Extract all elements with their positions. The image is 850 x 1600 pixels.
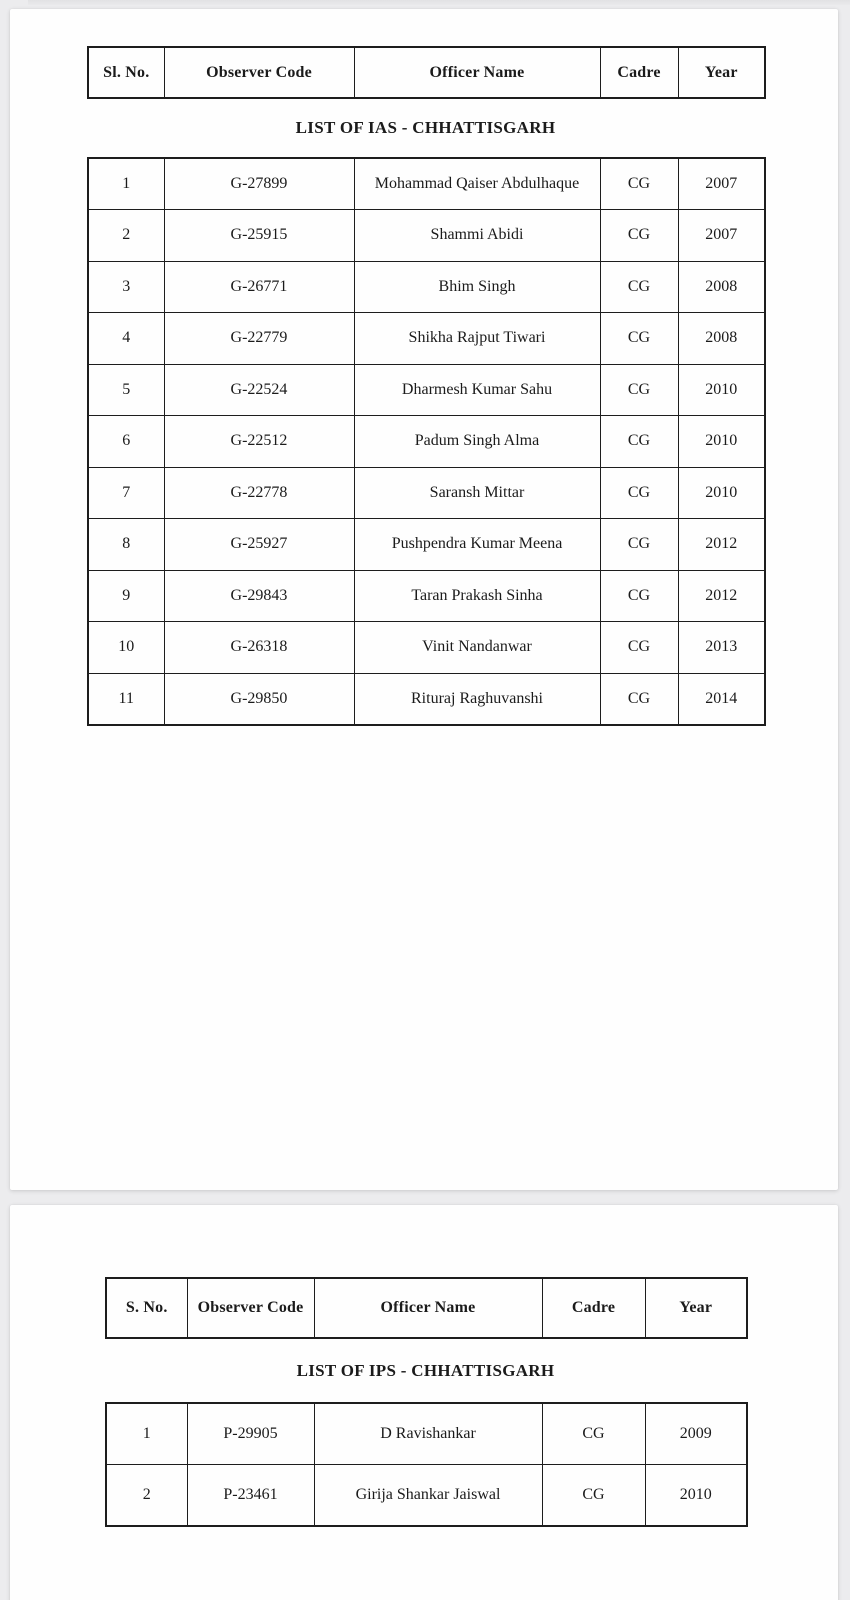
cadre-cell: CG — [600, 364, 678, 416]
year-cell: 2010 — [678, 467, 765, 519]
ips-column-header-table — [105, 1277, 748, 1339]
year-cell: 2008 — [678, 261, 765, 313]
ias-officers-table — [87, 157, 766, 726]
table-row — [106, 1403, 747, 1465]
document-page-ias — [10, 9, 838, 1190]
cadre-cell: CG — [542, 1465, 645, 1527]
sl-no-cell: 11 — [88, 673, 164, 725]
col-header-s-no: S. No. — [106, 1278, 187, 1338]
sl-no-cell: 8 — [88, 519, 164, 571]
officer-name-cell: Shikha Rajput Tiwari — [354, 313, 600, 365]
document-page-ips — [10, 1205, 838, 1600]
table-row — [88, 364, 765, 416]
officer-name-cell: D Ravishankar — [314, 1403, 542, 1465]
year-cell: 2010 — [678, 416, 765, 468]
cadre-cell: CG — [600, 519, 678, 571]
observer-code-cell: G-22779 — [164, 313, 354, 365]
year-cell: 2012 — [678, 519, 765, 571]
ias-column-header-table — [87, 46, 766, 99]
year-cell: 2007 — [678, 210, 765, 262]
sl-no-cell: 1 — [88, 158, 164, 210]
observer-code-cell: G-25927 — [164, 519, 354, 571]
col-header-cadre: Cadre — [600, 47, 678, 98]
table-row — [88, 210, 765, 262]
header-row — [106, 1278, 747, 1338]
table-row — [88, 467, 765, 519]
ips-list-title: LIST OF IPS - CHHATTISGARH — [296, 1361, 555, 1380]
cadre-cell: CG — [600, 313, 678, 365]
table-row — [88, 158, 765, 210]
table-row — [88, 622, 765, 674]
col-header-observer-code: Observer Code — [187, 1278, 314, 1338]
officer-name-cell: Rituraj Raghuvanshi — [354, 673, 600, 725]
cadre-cell: CG — [600, 673, 678, 725]
observer-code-cell: G-27899 — [164, 158, 354, 210]
sl-no-cell: 5 — [88, 364, 164, 416]
observer-code-cell: G-26771 — [164, 261, 354, 313]
year-cell: 2010 — [645, 1465, 747, 1527]
sl-no-cell: 1 — [106, 1403, 187, 1465]
sl-no-cell: 3 — [88, 261, 164, 313]
observer-code-cell: G-22778 — [164, 467, 354, 519]
cadre-cell: CG — [600, 570, 678, 622]
col-header-year: Year — [645, 1278, 747, 1338]
officer-name-cell: Padum Singh Alma — [354, 416, 600, 468]
cadre-cell: CG — [600, 210, 678, 262]
observer-code-cell: G-29843 — [164, 570, 354, 622]
year-cell: 2009 — [645, 1403, 747, 1465]
observer-code-cell: P-29905 — [187, 1403, 314, 1465]
sl-no-cell: 2 — [88, 210, 164, 262]
cadre-cell: CG — [542, 1403, 645, 1465]
header-row — [88, 47, 765, 98]
col-header-observer-code: Observer Code — [164, 47, 354, 98]
observer-code-cell: G-25915 — [164, 210, 354, 262]
table-row — [88, 519, 765, 571]
year-cell: 2008 — [678, 313, 765, 365]
sl-no-cell: 9 — [88, 570, 164, 622]
cadre-cell: CG — [600, 261, 678, 313]
officer-name-cell: Dharmesh Kumar Sahu — [354, 364, 600, 416]
year-cell: 2014 — [678, 673, 765, 725]
table-row — [88, 416, 765, 468]
year-cell: 2012 — [678, 570, 765, 622]
sl-no-cell: 10 — [88, 622, 164, 674]
col-header-officer-name: Officer Name — [354, 47, 600, 98]
observer-code-cell: P-23461 — [187, 1465, 314, 1527]
observer-code-cell: G-29850 — [164, 673, 354, 725]
table-row — [88, 673, 765, 725]
officer-name-cell: Taran Prakash Sinha — [354, 570, 600, 622]
ias-list-title: LIST OF IAS - CHHATTISGARH — [295, 118, 556, 137]
table-row — [88, 570, 765, 622]
officer-name-cell: Saransh Mittar — [354, 467, 600, 519]
year-cell: 2010 — [678, 364, 765, 416]
table-row — [88, 261, 765, 313]
cadre-cell: CG — [600, 622, 678, 674]
cadre-cell: CG — [600, 158, 678, 210]
observer-code-cell: G-22524 — [164, 364, 354, 416]
table-row — [106, 1465, 747, 1527]
observer-code-cell: G-22512 — [164, 416, 354, 468]
previous-page-edge-shadow — [28, 0, 850, 5]
year-cell: 2013 — [678, 622, 765, 674]
officer-name-cell: Bhim Singh — [354, 261, 600, 313]
cadre-cell: CG — [600, 467, 678, 519]
observer-code-cell: G-26318 — [164, 622, 354, 674]
officer-name-cell: Pushpendra Kumar Meena — [354, 519, 600, 571]
year-cell: 2007 — [678, 158, 765, 210]
col-header-cadre: Cadre — [542, 1278, 645, 1338]
officer-name-cell: Shammi Abidi — [354, 210, 600, 262]
ips-officers-table — [105, 1402, 748, 1527]
table-row — [88, 313, 765, 365]
officer-name-cell: Mohammad Qaiser Abdulhaque — [354, 158, 600, 210]
sl-no-cell: 7 — [88, 467, 164, 519]
col-header-officer-name: Officer Name — [314, 1278, 542, 1338]
cadre-cell: CG — [600, 416, 678, 468]
sl-no-cell: 6 — [88, 416, 164, 468]
sl-no-cell: 2 — [106, 1465, 187, 1527]
sl-no-cell: 4 — [88, 313, 164, 365]
col-header-sl-no: Sl. No. — [88, 47, 164, 98]
officer-name-cell: Girija Shankar Jaiswal — [314, 1465, 542, 1527]
col-header-year: Year — [678, 47, 765, 98]
officer-name-cell: Vinit Nandanwar — [354, 622, 600, 674]
